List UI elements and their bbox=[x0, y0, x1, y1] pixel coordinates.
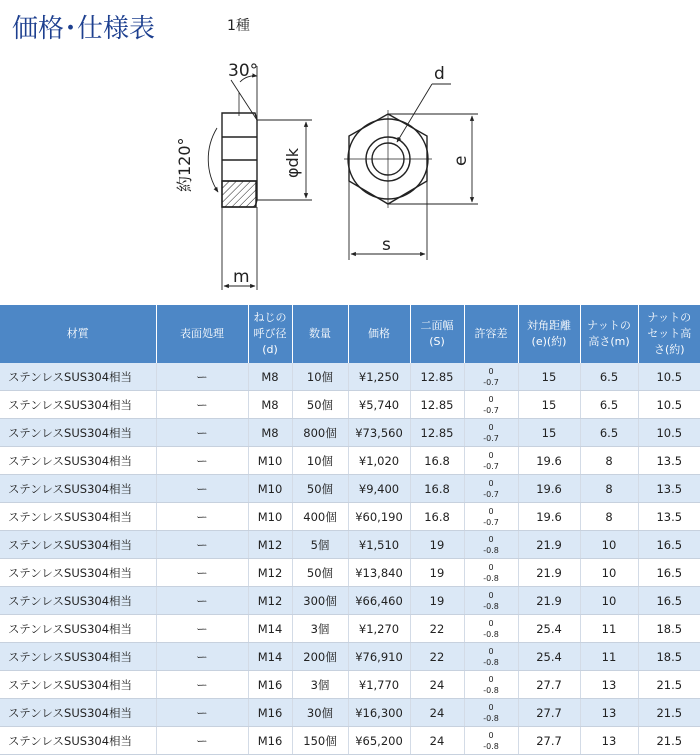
width-across-flats-cell: 19 bbox=[410, 531, 464, 559]
table-row bbox=[0, 727, 700, 755]
column-header-line: ねじの bbox=[253, 311, 287, 324]
quantity-cell: 50個 bbox=[292, 391, 348, 419]
column-header-line: 対角距離 bbox=[527, 319, 571, 332]
set-height-cell: 10.5 bbox=[638, 419, 700, 447]
price-cell: ¥16,300 bbox=[348, 699, 410, 727]
width-across-flats-cell: 12.85 bbox=[410, 363, 464, 391]
finish-cell: ー bbox=[156, 363, 248, 391]
width-across-flats-cell: 22 bbox=[410, 643, 464, 671]
tolerance-lower: -0.8 bbox=[483, 713, 499, 723]
tolerance-stack bbox=[467, 450, 516, 472]
quantity-cell: 150個 bbox=[292, 727, 348, 755]
diagonal-cell: 27.7 bbox=[518, 699, 580, 727]
tolerance-stack bbox=[467, 562, 516, 584]
nut-dimension-drawing bbox=[0, 0, 700, 305]
table-row bbox=[0, 419, 700, 447]
column-header-line: 価格 bbox=[368, 327, 390, 340]
column-header bbox=[156, 305, 248, 363]
size-cell: M16 bbox=[248, 699, 292, 727]
column-header-line: 許容差 bbox=[474, 327, 508, 340]
e-label: e bbox=[451, 155, 471, 166]
price-cell: ¥1,020 bbox=[348, 447, 410, 475]
finish-cell: ー bbox=[156, 587, 248, 615]
nut-height-cell: 13 bbox=[580, 671, 638, 699]
tolerance-upper: 0 bbox=[488, 562, 494, 572]
finish-cell: ー bbox=[156, 419, 248, 447]
nut-side-view bbox=[222, 92, 257, 207]
column-header-line: 呼び径 bbox=[253, 327, 287, 340]
table-row bbox=[0, 363, 700, 391]
tolerance-stack bbox=[467, 366, 516, 388]
size-cell: M14 bbox=[248, 643, 292, 671]
tolerance-lower: -0.7 bbox=[483, 405, 499, 415]
finish-cell: ー bbox=[156, 503, 248, 531]
diagonal-cell: 21.9 bbox=[518, 531, 580, 559]
angle-top-label: 30° bbox=[228, 61, 259, 81]
width-across-flats-cell: 19 bbox=[410, 587, 464, 615]
size-cell: M12 bbox=[248, 559, 292, 587]
material-cell: ステンレスSUS304相当 bbox=[0, 363, 156, 391]
price-cell: ¥5,740 bbox=[348, 391, 410, 419]
width-across-flats-cell: 16.8 bbox=[410, 475, 464, 503]
tolerance-stack bbox=[467, 534, 516, 556]
quantity-cell: 10個 bbox=[292, 363, 348, 391]
material-cell: ステンレスSUS304相当 bbox=[0, 475, 156, 503]
tolerance-upper: 0 bbox=[488, 730, 494, 740]
size-cell: M8 bbox=[248, 363, 292, 391]
price-cell: ¥1,510 bbox=[348, 531, 410, 559]
size-cell: M16 bbox=[248, 727, 292, 755]
column-header bbox=[580, 305, 638, 363]
tolerance-upper: 0 bbox=[488, 394, 494, 404]
column-header-line: 材質 bbox=[66, 327, 89, 340]
finish-cell: ー bbox=[156, 643, 248, 671]
tolerance-upper: 0 bbox=[488, 366, 494, 376]
set-height-cell: 21.5 bbox=[638, 671, 700, 699]
tolerance-upper: 0 bbox=[488, 646, 494, 656]
finish-cell: ー bbox=[156, 447, 248, 475]
tolerance-cell bbox=[464, 447, 518, 475]
tolerance-cell bbox=[464, 531, 518, 559]
width-across-flats-cell: 24 bbox=[410, 671, 464, 699]
tolerance-upper: 0 bbox=[488, 590, 494, 600]
tolerance-upper: 0 bbox=[488, 702, 494, 712]
quantity-cell: 50個 bbox=[292, 475, 348, 503]
dk-label: φdk bbox=[283, 148, 302, 178]
diagonal-cell: 15 bbox=[518, 391, 580, 419]
price-cell: ¥1,770 bbox=[348, 671, 410, 699]
tolerance-stack bbox=[467, 702, 516, 724]
width-across-flats-cell: 24 bbox=[410, 727, 464, 755]
tolerance-cell bbox=[464, 671, 518, 699]
table-row bbox=[0, 531, 700, 559]
width-across-flats-cell: 22 bbox=[410, 615, 464, 643]
diagonal-cell: 19.6 bbox=[518, 503, 580, 531]
size-cell: M10 bbox=[248, 447, 292, 475]
price-cell: ¥1,250 bbox=[348, 363, 410, 391]
quantity-cell: 400個 bbox=[292, 503, 348, 531]
table-row bbox=[0, 475, 700, 503]
tolerance-lower: -0.8 bbox=[483, 629, 499, 639]
column-header-line: (d) bbox=[262, 343, 278, 356]
finish-cell: ー bbox=[156, 615, 248, 643]
tolerance-cell bbox=[464, 559, 518, 587]
price-cell: ¥1,270 bbox=[348, 615, 410, 643]
nut-height-cell: 6.5 bbox=[580, 391, 638, 419]
price-cell: ¥76,910 bbox=[348, 643, 410, 671]
page-title: 価格･仕様表 bbox=[12, 14, 156, 44]
nut-front-view bbox=[344, 110, 432, 208]
size-cell: M12 bbox=[248, 587, 292, 615]
material-cell: ステンレスSUS304相当 bbox=[0, 559, 156, 587]
column-header bbox=[248, 305, 292, 363]
finish-cell: ー bbox=[156, 559, 248, 587]
price-cell: ¥73,560 bbox=[348, 419, 410, 447]
column-header bbox=[464, 305, 518, 363]
tolerance-cell bbox=[464, 643, 518, 671]
column-header-line: さ(約) bbox=[653, 343, 685, 356]
finish-cell: ー bbox=[156, 531, 248, 559]
finish-cell: ー bbox=[156, 727, 248, 755]
material-cell: ステンレスSUS304相当 bbox=[0, 727, 156, 755]
tolerance-lower: -0.8 bbox=[483, 657, 499, 667]
width-across-flats-cell: 12.85 bbox=[410, 419, 464, 447]
nut-height-cell: 13 bbox=[580, 699, 638, 727]
column-header bbox=[518, 305, 580, 363]
size-cell: M10 bbox=[248, 475, 292, 503]
column-header bbox=[410, 305, 464, 363]
nut-height-cell: 10 bbox=[580, 531, 638, 559]
m-label: m bbox=[233, 267, 250, 287]
tolerance-stack bbox=[467, 646, 516, 668]
tolerance-stack bbox=[467, 506, 516, 528]
quantity-cell: 50個 bbox=[292, 559, 348, 587]
column-header-line: 数量 bbox=[309, 327, 331, 340]
tolerance-upper: 0 bbox=[488, 506, 494, 516]
s-label: s bbox=[382, 235, 391, 255]
tolerance-lower: -0.7 bbox=[483, 489, 499, 499]
table-row bbox=[0, 615, 700, 643]
tolerance-upper: 0 bbox=[488, 450, 494, 460]
material-cell: ステンレスSUS304相当 bbox=[0, 419, 156, 447]
price-cell: ¥60,190 bbox=[348, 503, 410, 531]
finish-cell: ー bbox=[156, 391, 248, 419]
tolerance-stack bbox=[467, 422, 516, 444]
material-cell: ステンレスSUS304相当 bbox=[0, 391, 156, 419]
table-body bbox=[0, 363, 700, 755]
quantity-cell: 30個 bbox=[292, 699, 348, 727]
diagonal-cell: 15 bbox=[518, 419, 580, 447]
width-across-flats-cell: 16.8 bbox=[410, 503, 464, 531]
tolerance-stack bbox=[467, 618, 516, 640]
table-row bbox=[0, 643, 700, 671]
material-cell: ステンレスSUS304相当 bbox=[0, 699, 156, 727]
size-cell: M10 bbox=[248, 503, 292, 531]
size-cell: M8 bbox=[248, 391, 292, 419]
nut-height-cell: 6.5 bbox=[580, 419, 638, 447]
set-height-cell: 13.5 bbox=[638, 447, 700, 475]
size-cell: M8 bbox=[248, 419, 292, 447]
set-height-cell: 21.5 bbox=[638, 727, 700, 755]
column-header bbox=[348, 305, 410, 363]
tolerance-upper: 0 bbox=[488, 674, 494, 684]
size-cell: M14 bbox=[248, 615, 292, 643]
table-row bbox=[0, 671, 700, 699]
spec-table bbox=[0, 305, 700, 755]
tolerance-lower: -0.7 bbox=[483, 433, 499, 443]
nut-height-cell: 6.5 bbox=[580, 363, 638, 391]
tolerance-stack bbox=[467, 730, 516, 752]
column-header-line: ナットの bbox=[587, 319, 631, 332]
column-header bbox=[638, 305, 700, 363]
width-across-flats-cell: 24 bbox=[410, 699, 464, 727]
tolerance-stack bbox=[467, 674, 516, 696]
set-height-cell: 13.5 bbox=[638, 475, 700, 503]
size-cell: M12 bbox=[248, 531, 292, 559]
quantity-cell: 3個 bbox=[292, 671, 348, 699]
set-height-cell: 18.5 bbox=[638, 615, 700, 643]
quantity-cell: 3個 bbox=[292, 615, 348, 643]
finish-cell: ー bbox=[156, 671, 248, 699]
material-cell: ステンレスSUS304相当 bbox=[0, 615, 156, 643]
tolerance-cell bbox=[464, 615, 518, 643]
quantity-cell: 200個 bbox=[292, 643, 348, 671]
tolerance-lower: -0.8 bbox=[483, 741, 499, 751]
diagonal-cell: 19.6 bbox=[518, 475, 580, 503]
set-height-cell: 10.5 bbox=[638, 363, 700, 391]
column-header-line: ナットの bbox=[647, 311, 692, 324]
diagonal-cell: 15 bbox=[518, 363, 580, 391]
column-header-line: 二面幅 bbox=[420, 319, 454, 332]
table-row bbox=[0, 503, 700, 531]
tolerance-upper: 0 bbox=[488, 478, 494, 488]
column-header bbox=[0, 305, 156, 363]
tolerance-lower: -0.7 bbox=[483, 461, 499, 471]
material-cell: ステンレスSUS304相当 bbox=[0, 671, 156, 699]
tolerance-cell bbox=[464, 391, 518, 419]
tolerance-upper: 0 bbox=[488, 422, 494, 432]
tolerance-lower: -0.8 bbox=[483, 573, 499, 583]
set-height-cell: 16.5 bbox=[638, 559, 700, 587]
set-height-cell: 18.5 bbox=[638, 643, 700, 671]
tolerance-upper: 0 bbox=[488, 618, 494, 628]
table-row bbox=[0, 447, 700, 475]
finish-cell: ー bbox=[156, 699, 248, 727]
price-cell: ¥9,400 bbox=[348, 475, 410, 503]
tolerance-upper: 0 bbox=[488, 534, 494, 544]
tolerance-lower: -0.8 bbox=[483, 545, 499, 555]
nut-height-cell: 10 bbox=[580, 587, 638, 615]
quantity-cell: 300個 bbox=[292, 587, 348, 615]
nut-height-cell: 11 bbox=[580, 643, 638, 671]
set-height-cell: 16.5 bbox=[638, 531, 700, 559]
set-height-cell: 21.5 bbox=[638, 699, 700, 727]
tolerance-stack bbox=[467, 394, 516, 416]
tolerance-cell bbox=[464, 475, 518, 503]
tolerance-lower: -0.8 bbox=[483, 601, 499, 611]
column-header-line: (e)(約) bbox=[531, 335, 567, 348]
diagonal-cell: 27.7 bbox=[518, 727, 580, 755]
table-row bbox=[0, 587, 700, 615]
price-cell: ¥65,200 bbox=[348, 727, 410, 755]
tolerance-cell bbox=[464, 727, 518, 755]
diagonal-cell: 27.7 bbox=[518, 671, 580, 699]
quantity-cell: 10個 bbox=[292, 447, 348, 475]
page-subtitle: 1種 bbox=[227, 18, 250, 34]
quantity-cell: 800個 bbox=[292, 419, 348, 447]
tolerance-cell bbox=[464, 699, 518, 727]
tolerance-stack bbox=[467, 590, 516, 612]
width-across-flats-cell: 12.85 bbox=[410, 391, 464, 419]
diagonal-cell: 25.4 bbox=[518, 615, 580, 643]
diagonal-cell: 25.4 bbox=[518, 643, 580, 671]
price-cell: ¥13,840 bbox=[348, 559, 410, 587]
tolerance-cell bbox=[464, 503, 518, 531]
nut-height-cell: 8 bbox=[580, 447, 638, 475]
material-cell: ステンレスSUS304相当 bbox=[0, 643, 156, 671]
width-across-flats-cell: 19 bbox=[410, 559, 464, 587]
material-cell: ステンレスSUS304相当 bbox=[0, 447, 156, 475]
tolerance-cell bbox=[464, 363, 518, 391]
finish-cell: ー bbox=[156, 475, 248, 503]
material-cell: ステンレスSUS304相当 bbox=[0, 503, 156, 531]
set-height-cell: 13.5 bbox=[638, 503, 700, 531]
column-header-line: (S) bbox=[429, 335, 445, 348]
price-cell: ¥66,460 bbox=[348, 587, 410, 615]
tolerance-lower: -0.8 bbox=[483, 685, 499, 695]
quantity-cell: 5個 bbox=[292, 531, 348, 559]
nut-height-cell: 13 bbox=[580, 727, 638, 755]
material-cell: ステンレスSUS304相当 bbox=[0, 531, 156, 559]
column-header-line: 高さ(m) bbox=[588, 335, 630, 348]
width-across-flats-cell: 16.8 bbox=[410, 447, 464, 475]
nut-height-cell: 11 bbox=[580, 615, 638, 643]
angle-side-label: 約120° bbox=[175, 137, 194, 192]
d-label: d bbox=[434, 64, 445, 84]
material-cell: ステンレスSUS304相当 bbox=[0, 587, 156, 615]
set-height-cell: 10.5 bbox=[638, 391, 700, 419]
diagonal-cell: 19.6 bbox=[518, 447, 580, 475]
nut-height-cell: 10 bbox=[580, 559, 638, 587]
column-header-line: 表面処理 bbox=[180, 327, 224, 340]
tolerance-cell bbox=[464, 587, 518, 615]
table-header-row bbox=[0, 305, 700, 363]
set-height-cell: 16.5 bbox=[638, 587, 700, 615]
column-header-line: セット高 bbox=[647, 327, 692, 340]
diagonal-cell: 21.9 bbox=[518, 559, 580, 587]
tolerance-cell bbox=[464, 419, 518, 447]
table-row bbox=[0, 559, 700, 587]
size-cell: M16 bbox=[248, 671, 292, 699]
tolerance-lower: -0.7 bbox=[483, 517, 499, 527]
diagonal-cell: 21.9 bbox=[518, 587, 580, 615]
table-row bbox=[0, 699, 700, 727]
tolerance-lower: -0.7 bbox=[483, 377, 499, 387]
tolerance-stack bbox=[467, 478, 516, 500]
table-row bbox=[0, 391, 700, 419]
column-header bbox=[292, 305, 348, 363]
nut-height-cell: 8 bbox=[580, 503, 638, 531]
nut-height-cell: 8 bbox=[580, 475, 638, 503]
